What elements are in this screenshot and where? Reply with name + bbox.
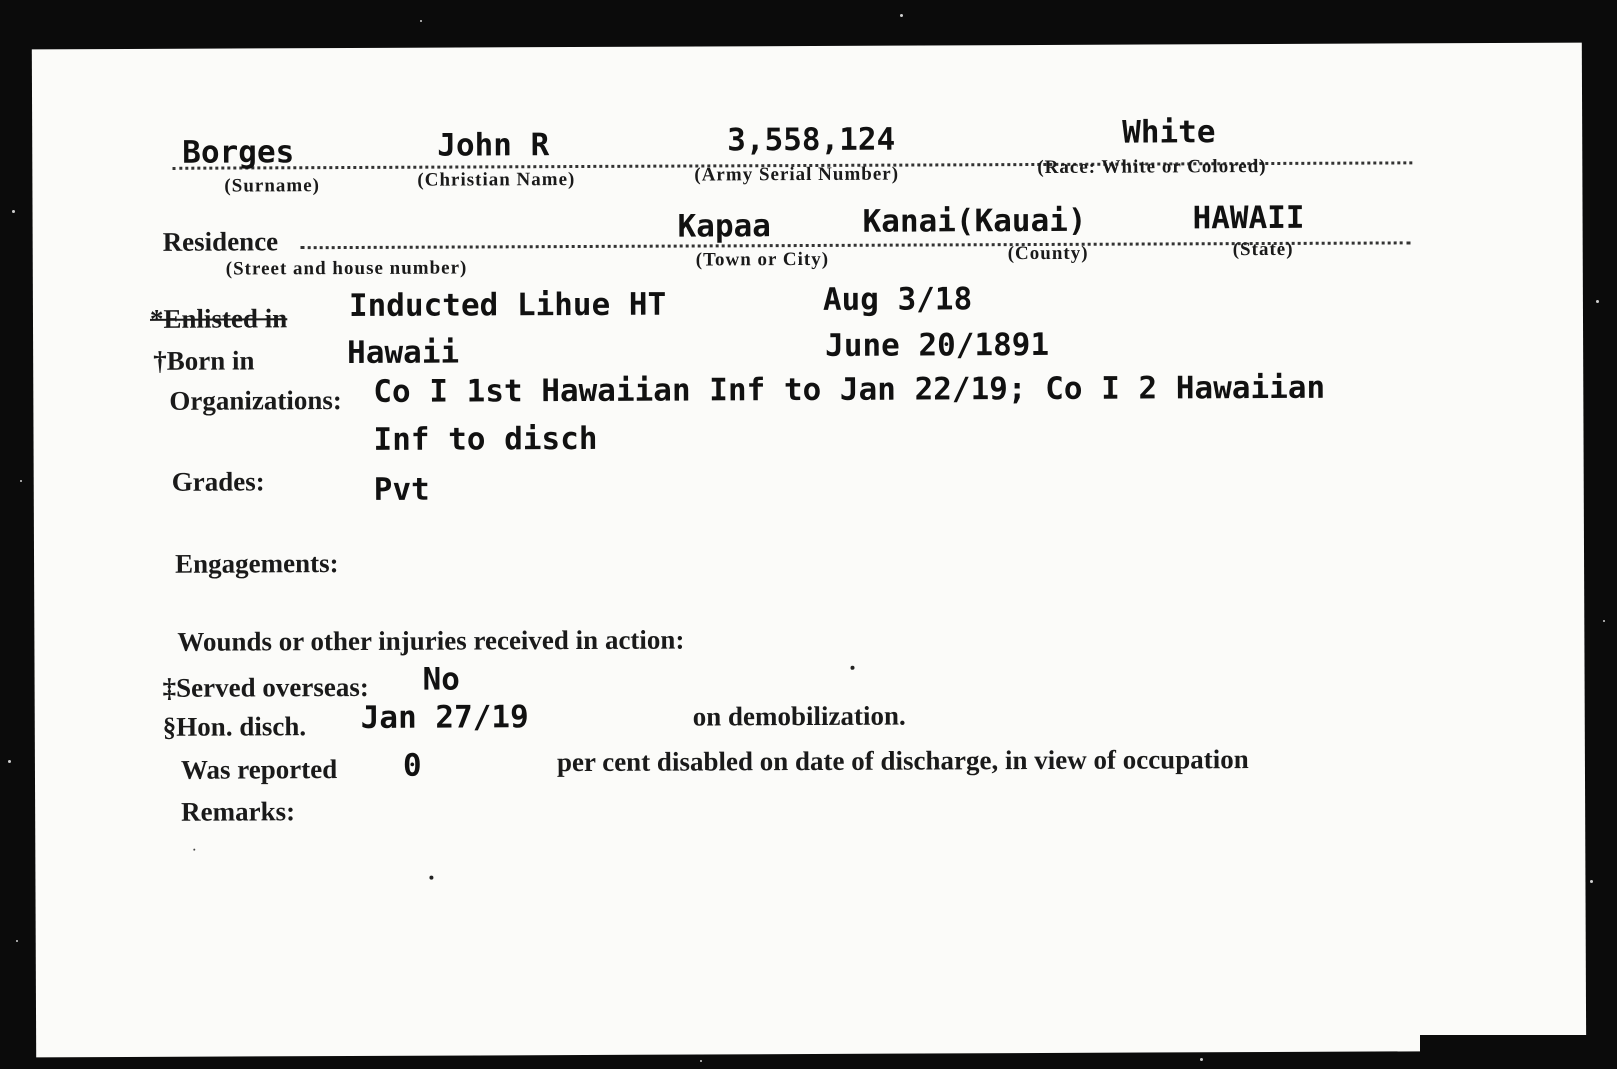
hon-disch-label: §Hon. disch. — [162, 711, 307, 742]
demobilization-text: on demobilization. — [692, 700, 906, 732]
county-caption: (County) — [1007, 242, 1089, 265]
organizations-line-2: Inf to disch — [373, 420, 598, 458]
engagements-label: Engagements: — [174, 548, 339, 579]
hon-disch-value: Jan 27/19 — [360, 699, 529, 736]
enlisted-label: *Enlisted in — [149, 303, 288, 334]
was-reported-label: Was reported — [180, 754, 338, 785]
state-value: HAWAII — [1192, 199, 1305, 237]
service-record-card — [32, 43, 1586, 1058]
born-date: June 20/1891 — [825, 326, 1050, 364]
born-value: Hawaii — [347, 334, 460, 372]
town-value: Kapaa — [677, 208, 771, 245]
ink-dot — [851, 666, 855, 670]
organizations-label: Organizations: — [169, 385, 342, 416]
race-caption: (Race: White or Colored) — [1037, 155, 1267, 178]
army-serial-number-value: 3,558,124 — [727, 121, 896, 159]
served-overseas-value: No — [422, 661, 460, 698]
county-value: Kanai(Kauai) — [862, 202, 1087, 240]
enlisted-value: Inducted Lihue HT — [348, 286, 667, 325]
wounds-label: Wounds or other injuries received in action: — [177, 624, 685, 657]
ink-dot — [193, 849, 195, 851]
christian-name-value: John R — [437, 127, 550, 164]
surname-value: Borges — [182, 134, 295, 171]
town-caption: (Town or City) — [695, 248, 830, 271]
enlisted-date: Aug 3/18 — [822, 281, 973, 318]
ink-dot — [429, 876, 433, 880]
served-overseas-label: ‡Served overseas: — [162, 671, 369, 703]
surname-caption: (Surname) — [224, 175, 321, 197]
organizations-line-1: Co I 1st Hawaiian Inf to Jan 22/19; Co I 2 Hawaiian — [373, 369, 1326, 410]
grades-label: Grades: — [171, 466, 265, 497]
grades-value: Pvt — [373, 471, 430, 508]
was-reported-value: 0 — [402, 747, 422, 784]
disabled-text: per cent disabled on date of discharge, in view of occupation — [556, 744, 1249, 778]
remarks-label: Remarks: — [181, 796, 296, 827]
residence-label: Residence — [162, 226, 279, 257]
state-caption: (State) — [1232, 238, 1294, 261]
street-caption: (Street and house number) — [225, 257, 468, 280]
born-label: †Born in — [153, 345, 255, 376]
christian-name-caption: (Christian Name) — [417, 169, 576, 191]
scan-edge-top-right — [1230, 0, 1238, 30]
scan-edge-bottom-right — [1420, 1035, 1617, 1069]
race-value: White — [1122, 114, 1216, 151]
army-serial-caption: (Army Serial Number) — [694, 163, 900, 186]
